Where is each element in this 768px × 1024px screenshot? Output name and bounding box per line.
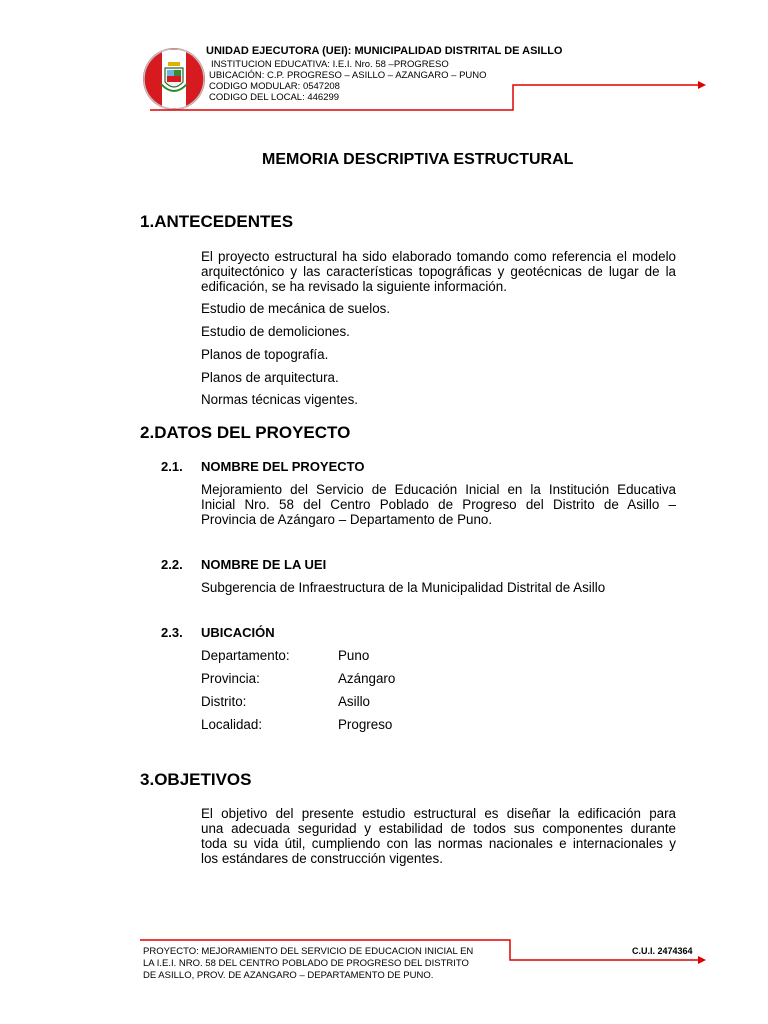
document-title: MEMORIA DESCRIPTIVA ESTRUCTURAL <box>262 151 574 168</box>
footer-project-line: DE ASILLO, PROV. DE AZANGARO – DEPARTAMENTO DE PUNO. <box>143 970 434 981</box>
section-heading <box>140 212 293 232</box>
section-heading <box>140 423 350 443</box>
section-number: 3. <box>140 770 155 789</box>
section-title: OBJETIVOS <box>154 770 252 789</box>
header-title: UNIDAD EJECUTORA (UEI): MUNICIPALIDAD DISTRITAL DE ASILLO <box>206 45 563 57</box>
location-value: Asillo <box>338 694 370 709</box>
uei-name: Subgerencia de Infraestructura de la Municipalidad Distrital de Asillo <box>201 580 606 595</box>
location-value: Azángaro <box>338 671 396 686</box>
location-label: Localidad: <box>201 717 263 732</box>
subsection-title: NOMBRE DEL PROYECTO <box>201 459 365 474</box>
location-value: Puno <box>338 648 370 663</box>
objective-line: una adecuada seguridad y estabilidad de todos sus componentes durante <box>201 821 676 836</box>
section-title: ANTECEDENTES <box>154 212 294 231</box>
section-title: DATOS DEL PROYECTO <box>154 423 351 442</box>
section-heading <box>140 770 252 790</box>
subsection-title: NOMBRE DE LA UEI <box>201 557 327 572</box>
header-institution: INSTITUCION EDUCATIVA: I.E.I. Nro. 58 –PROGRESO <box>211 59 449 70</box>
project-name-line: Inicial Nro. 58 del Centro Poblado de Progreso del Distrito de Asillo – <box>201 497 676 512</box>
list-item: Planos de topografía. <box>201 347 329 362</box>
section-number: 1. <box>140 212 155 231</box>
project-name-line: Mejoramiento del Servicio de Educación Inicial en la Institución Educativa <box>201 482 676 497</box>
footer-project-line: PROYECTO: MEJORAMIENTO DEL SERVICIO DE EDUCACION INICIAL EN <box>143 946 474 957</box>
list-item: Estudio de mecánica de suelos. <box>201 301 391 316</box>
header-local-code: CODIGO DEL LOCAL: 446299 <box>209 92 340 103</box>
subsection-title: UBICACIÓN <box>201 625 275 640</box>
location-value: Progreso <box>338 717 393 732</box>
location-label: Departamento: <box>201 648 290 663</box>
cui-code: C.U.I. 2474364 <box>632 946 693 956</box>
section-number: 2. <box>140 423 155 442</box>
header-location: UBICACIÓN: C.P. PROGRESO – ASILLO – AZANGARO – PUNO <box>209 70 487 81</box>
footer-project-line: LA I.E.I. NRO. 58 DEL CENTRO POBLADO DE PROGRESO DEL DISTRITO <box>143 958 469 969</box>
objective-line: los estándares de construcción vigentes. <box>201 851 443 866</box>
objective-line: El objetivo del presente estudio estructural es diseñar la edificación para <box>201 806 676 821</box>
location-label: Distrito: <box>201 694 247 709</box>
location-label: Provincia: <box>201 671 260 686</box>
subsection-number: 2.3. <box>161 625 183 640</box>
subsection-number: 2.1. <box>161 459 183 474</box>
list-item: Planos de arquitectura. <box>201 370 339 385</box>
list-item: Normas técnicas vigentes. <box>201 392 359 407</box>
antecedentes-paragraph: El proyecto estructural ha sido elaborado tomando como referencia el modelo arquitectónico y las características topográficas y geotécnicas de lugar de la edificación, se ha revisado la siguiente información. <box>201 249 676 294</box>
subsection-number: 2.2. <box>161 557 183 572</box>
list-item: Estudio de demoliciones. <box>201 324 350 339</box>
objective-line: toda su vida útil, cumpliendo con las normas nacionales e internacionales y <box>201 836 676 851</box>
project-name-line: Provincia de Azángaro – Departamento de Puno. <box>201 512 493 527</box>
header-divider-arrow <box>140 76 710 116</box>
header-modular-code: CODIGO MODULAR: 0547208 <box>209 81 340 92</box>
